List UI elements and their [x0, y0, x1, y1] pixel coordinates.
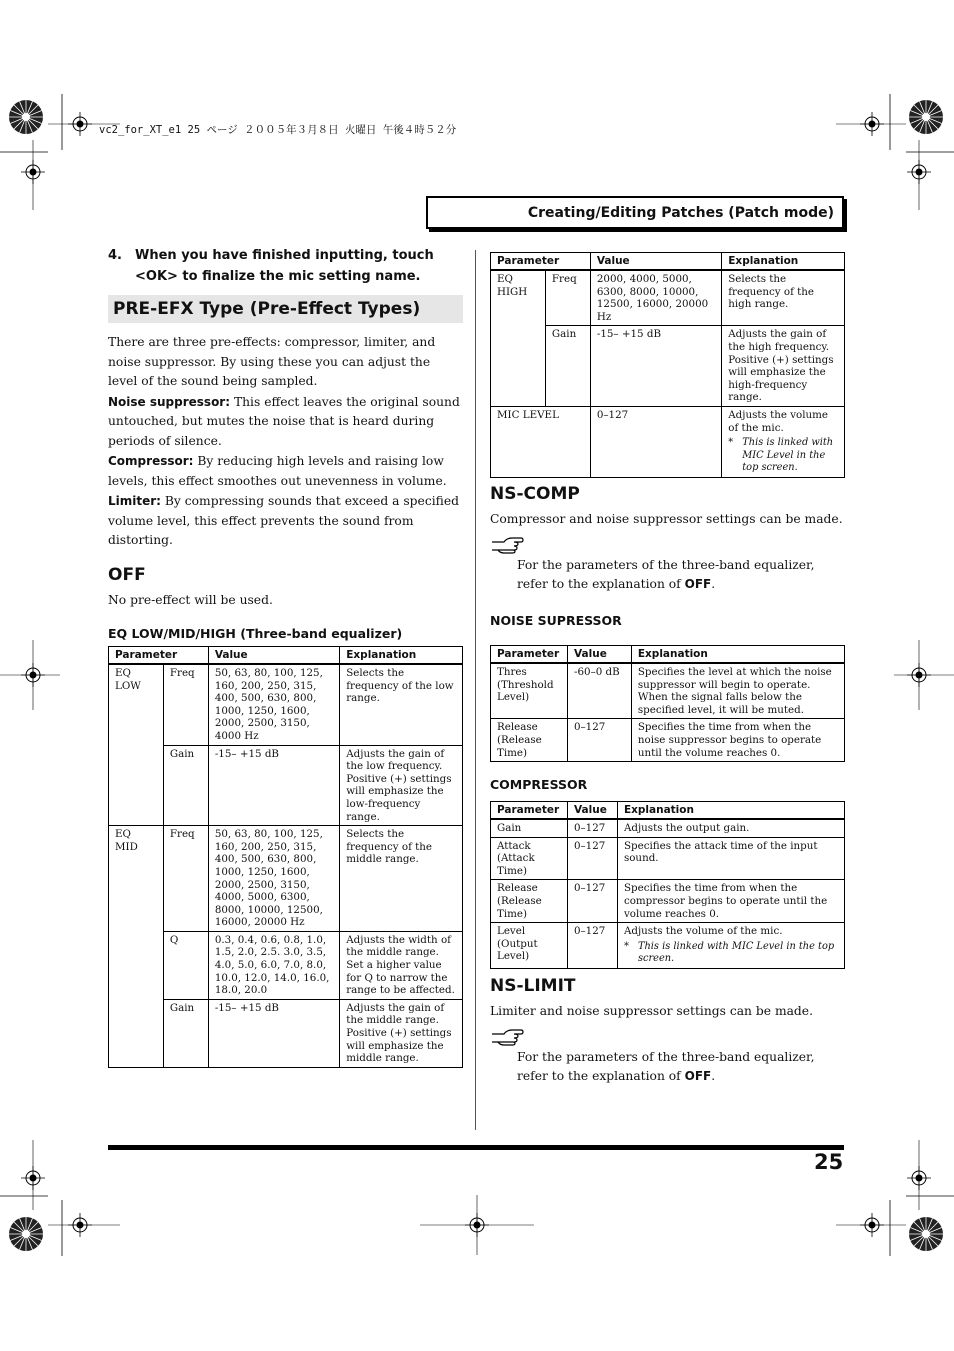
- table-header-row: [109, 647, 463, 665]
- noise-suppressor-label: Noise suppressor:: [108, 394, 231, 409]
- table-row: Release (Release Time) 0–127 Specifies the time from when the noise suppressor begins to operate until the volume reaches 0.: [491, 719, 845, 762]
- noise-suppressor-table: [490, 645, 845, 762]
- limiter-paragraph: Limiter: By compressing sounds that exceed a specified volume level, this effect prevents the sound from distorting.: [108, 494, 459, 547]
- table-row: Gain -15– +15 dB Adjusts the gain of the low frequency. Positive (+) settings will emphasize the low-frequency range.: [109, 745, 463, 826]
- left-column: [108, 245, 463, 641]
- ns-limit-block: [490, 976, 845, 1087]
- table-row: Gain 0–127 Adjusts the output gain.: [491, 819, 845, 837]
- table-row: Attack (Attack Time) 0–127 Specifies the attack time of the input sound.: [491, 837, 845, 880]
- intro-paragraph: There are three pre-effects: compressor, limiter, and noise suppressor. By using these you can adjust the level of the sound being sampled.: [108, 335, 436, 388]
- section-title: PRE-EFX Type (Pre-Effect Types): [113, 299, 421, 319]
- param-group-eq-high: EQ HIGH: [491, 270, 546, 406]
- table-row: Gain -15– +15 dB Adjusts the gain of the high frequency. Positive (+) settings will emphasize the high-frequency range.: [491, 326, 845, 407]
- ns-limit-heading: NS-LIMIT: [490, 976, 576, 996]
- eq-low-mid-table: [108, 646, 463, 1068]
- pointing-hand-icon: [490, 1026, 845, 1048]
- table-row: EQ HIGH Freq 2000, 4000, 5000, 6300, 8000, 10000, 12500, 16000, 20000 Hz Selects the frequency of the high range.: [491, 270, 845, 326]
- compressor-table: [490, 801, 845, 969]
- noise-suppressor-heading: NOISE SUPRESSOR: [490, 612, 622, 628]
- step-number: 4.: [108, 248, 122, 263]
- eq-high-table: [490, 252, 845, 478]
- ns-limit-reference: For the parameters of the three-band equalizer, refer to the explanation of OFF.: [517, 1049, 815, 1083]
- col-header-explanation: Explanation: [722, 253, 845, 271]
- off-heading: OFF: [108, 564, 146, 585]
- table-header-row: Parameter Value Explanation: [491, 646, 845, 664]
- footnote: * This is linked with MIC Level in the top screen.: [623, 940, 835, 965]
- col-header-parameter: Parameter: [109, 647, 209, 665]
- footnote: * This is linked with MIC Level in the top screen.: [728, 437, 834, 474]
- col-header-explanation: Explanation: [340, 647, 463, 665]
- col-header-value: Value: [208, 647, 339, 665]
- table-row: MIC LEVEL 0–127 Adjusts the volume of the mic. * This is linked with MIC Level in the top screen.: [491, 406, 845, 477]
- compressor-heading: COMPRESSOR: [490, 777, 588, 792]
- table-row: Q 0.3, 0.4, 0.6, 0.8, 1.0, 1.5, 2.0, 2.5. 3.0, 3.5, 4.0, 5.0, 6.0, 7.0, 8.0, 10.0, 12.0, 14.0, 16.0, 18.0, 20.0 Adjusts the width of the middle range. Set a higher value for Q to narrow the range to be affected.: [109, 931, 463, 999]
- print-slug: vc2_for_XT_e1 25 ページ ２００５年３月８日 火曜日 午後４時５２分: [99, 124, 457, 136]
- section-title-bar: [108, 295, 463, 323]
- ns-comp-heading: NS-COMP: [490, 484, 580, 504]
- table-row: EQ LOW Freq 50, 63, 80, 100, 125, 160, 200, 250, 315, 400, 500, 630, 800, 1000, 1250, 1600, 2000, 2500, 3150, 4000 Hz Selects the frequency of the low range.: [109, 664, 463, 745]
- table-row: Release (Release Time) 0–127 Specifies the time from when the compressor begins to operate until the volume reaches 0.: [491, 880, 845, 923]
- table-row: Level (Output Level) 0–127 Adjusts the volume of the mic. * This is linked with MIC Level in the top screen.: [491, 923, 845, 969]
- page-header: [426, 196, 844, 229]
- compressor-paragraph: Compressor: By reducing high levels and raising low levels, this effect smoothes out unevenness in volume.: [108, 454, 447, 488]
- off-text: No pre-effect will be used.: [108, 592, 273, 607]
- ns-comp-text: Compressor and noise suppressor settings can be made.: [490, 512, 843, 526]
- right-column: [490, 484, 845, 628]
- table-row: Gain -15– +15 dB Adjusts the gain of the middle range. Positive (+) settings will emphasize the middle range.: [109, 999, 463, 1067]
- param-group-eq-mid: EQ MID: [109, 826, 164, 1068]
- page-number: 25: [814, 1150, 844, 1174]
- table-header-row: Parameter Value Explanation: [491, 802, 845, 820]
- pointing-hand-icon: [490, 534, 845, 556]
- limiter-label: Limiter:: [108, 494, 161, 508]
- table-header-row: [491, 253, 845, 271]
- ns-limit-text: Limiter and noise suppressor settings can be made.: [490, 1004, 813, 1018]
- table-row: EQ MID Freq 50, 63, 80, 100, 125, 160, 200, 250, 315, 400, 500, 630, 800, 1000, 1250, 1600, 2000, 2500, 3150, 4000, 5000, 6300, 8000, 10000, 12500, 16000, 20000 Hz Selects the frequency of the middle range.: [109, 826, 463, 932]
- compressor-label: Compressor:: [108, 454, 194, 468]
- noise-suppressor-paragraph: Noise suppressor: This effect leaves the original sound untouched, but mutes the noise that is heard during periods of silence.: [108, 394, 460, 448]
- col-header-value: Value: [590, 253, 721, 271]
- step-4: [108, 245, 463, 287]
- column-divider: [475, 250, 476, 1130]
- eq-heading: EQ LOW/MID/HIGH (Three-band equalizer): [108, 626, 403, 641]
- ns-comp-reference: For the parameters of the three-band equalizer, refer to the explanation of OFF.: [517, 557, 815, 591]
- footer-rule: [108, 1145, 844, 1150]
- step-text: When you have finished inputting, touch <OK> to finalize the mic setting name.: [135, 248, 434, 284]
- col-header-parameter: Parameter: [491, 253, 591, 271]
- table-row: Thres (Threshold Level) -60–0 dB Specifies the level at which the noise suppressor will begin to operate. When the signal falls below the specified level, it will be muted.: [491, 663, 845, 719]
- param-group-eq-low: EQ LOW: [109, 664, 164, 826]
- header-title: Creating/Editing Patches (Patch mode): [527, 205, 834, 221]
